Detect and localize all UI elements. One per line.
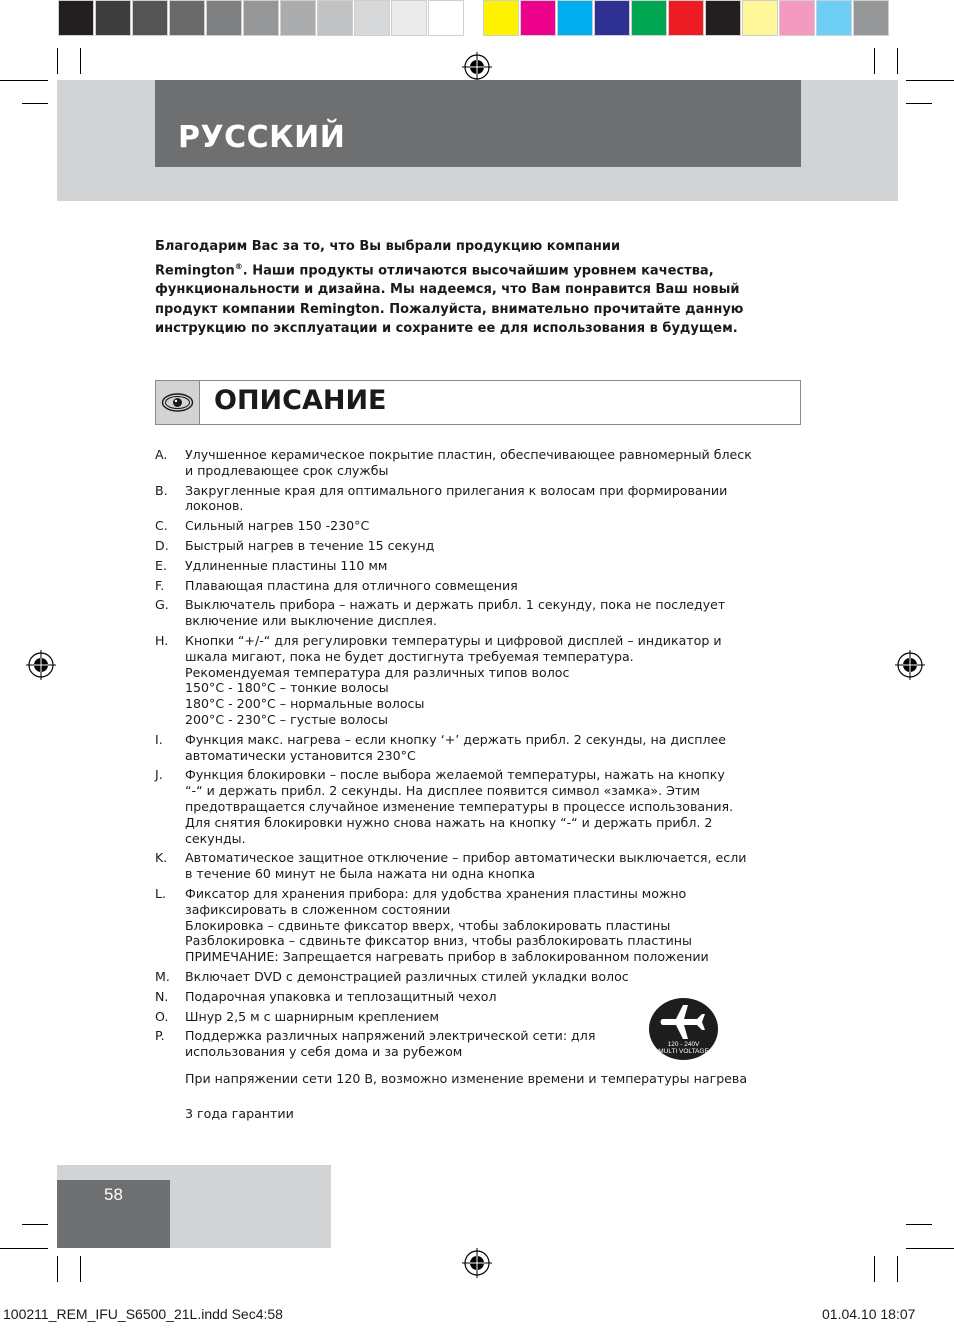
registration-mark-icon	[895, 650, 925, 680]
list-item	[155, 850, 795, 882]
list-item-line: автоматически установится 230°C	[185, 747, 416, 763]
color-swatch	[816, 0, 852, 36]
page-title: РУССКИЙ	[178, 120, 346, 155]
section-header	[155, 380, 801, 425]
multi-voltage-label: MULTI VOLTAGE	[658, 1048, 709, 1055]
list-item-line: Поддержка различных напряжений электрической сети: для	[185, 1028, 596, 1044]
list-item-line: Автоматическое защитное отключение – прибор автоматически выключается, если	[185, 850, 747, 866]
color-swatch	[631, 0, 667, 36]
list-item-line: 150°C - 180°C – тонкие волосы	[185, 680, 389, 696]
multi-voltage-badge	[649, 998, 718, 1060]
description-list	[155, 447, 795, 1064]
registration-mark-icon	[462, 52, 492, 82]
intro-line	[155, 257, 801, 281]
list-item-line: в течение 60 минут не была нажата ни одна кнопка	[185, 866, 536, 882]
crop-mark	[906, 80, 954, 81]
warranty-text: 3 года гарантии	[185, 1106, 294, 1121]
voltage-range: 120 - 240V	[667, 1041, 700, 1048]
list-item	[155, 538, 795, 554]
list-item	[155, 597, 795, 629]
color-swatch	[557, 0, 593, 36]
list-item-letter: D.	[155, 537, 169, 553]
file-slug: 100211_REM_IFU_S6500_21L.indd Sec4:58	[3, 1306, 283, 1322]
list-item-letter: K.	[155, 850, 168, 866]
gray-swatch	[132, 0, 168, 36]
list-item	[155, 518, 795, 534]
list-item-line: ПРИМЕЧАНИЕ: Запрещается нагревать прибор в заблокированном положении	[185, 949, 709, 965]
list-item-line: предотвращается случайное изменение температуры в процессе использования.	[185, 798, 734, 814]
crop-mark	[57, 48, 58, 74]
list-item-letter: I.	[155, 731, 163, 747]
intro-line: функциональности и дизайна. Мы надеемся, что Вам понравится Ваш новый	[155, 282, 740, 298]
list-item-line: Улучшенное керамическое покрытие пластин, обеспечивающее равномерный блеск	[185, 447, 752, 462]
crop-mark	[0, 80, 48, 81]
list-item-line: Шнур 2,5 м с шарнирным креплением	[185, 1008, 439, 1024]
airplane-icon	[649, 998, 718, 1042]
list-item-line: зафиксировать в сложенном состоянии	[185, 901, 451, 917]
list-item-line: Фиксатор для хранения прибора: для удобства хранения пластины можно	[185, 885, 687, 901]
list-item-letter: F.	[155, 577, 165, 593]
list-item-letter: E.	[155, 557, 167, 573]
list-item-line: Плавающая пластина для отличного совмещения	[185, 577, 518, 593]
intro-line: продукт компании Remington. Пожалуйста, внимательно прочитайте данную	[155, 301, 744, 317]
list-item-line: 180°C - 200°C – нормальные волосы	[185, 696, 425, 712]
list-item-line: локонов.	[185, 498, 244, 514]
list-item	[155, 732, 795, 764]
voltage-note: При напряжении сети 120 В, возможно изменение времени и температуры нагрева	[185, 1071, 748, 1086]
list-item-letter: L.	[155, 885, 167, 901]
color-swatch	[594, 0, 630, 36]
gray-swatch	[169, 0, 205, 36]
crop-mark	[906, 103, 932, 104]
list-item-letter: J.	[155, 767, 163, 783]
list-item-line: Сильный нагрев 150 -230°C	[185, 518, 370, 534]
list-item-line: “-“ и держать прибл. 2 секунды. На дисплее появится символ «замка». Этим	[185, 783, 700, 799]
list-item-letter: G.	[155, 597, 169, 613]
intro-paragraph	[155, 237, 801, 339]
gray-swatch	[280, 0, 316, 36]
list-item	[155, 447, 795, 479]
crop-mark	[906, 1248, 954, 1249]
section-title: ОПИСАНИЕ	[214, 385, 387, 416]
gray-swatch	[354, 0, 390, 36]
list-item-letter: B.	[155, 482, 168, 498]
crop-mark	[897, 1256, 898, 1282]
color-swatch	[742, 0, 778, 36]
intro-line: инструкцию по эксплуатации и сохраните ее для использования в будущем.	[155, 321, 738, 337]
list-item-line: шкала мигают, пока не будет достигнута требуемая температура.	[185, 648, 634, 664]
color-swatch	[779, 0, 815, 36]
list-item-letter: N.	[155, 988, 169, 1004]
list-item-line: Удлиненные пластины 110 мм	[185, 557, 388, 573]
crop-mark	[906, 1224, 932, 1225]
list-item-line: Быстрый нагрев в течение 15 секунд	[185, 537, 435, 553]
list-item-line: Блокировка – сдвиньте фиксатор вверх, чтобы заблокировать пластины	[185, 917, 671, 933]
brand-name: Remington	[155, 262, 235, 278]
section-icon-cell	[156, 381, 200, 424]
crop-mark	[22, 103, 48, 104]
list-item-line: Закругленные края для оптимального прилегания к волосам при формировании	[185, 482, 728, 498]
color-swatch	[668, 0, 704, 36]
list-item	[155, 767, 795, 846]
list-item-line: Рекомендуемая температура для различных типов волос	[185, 664, 570, 680]
list-item-line: секунды.	[185, 830, 246, 846]
crop-mark	[57, 1256, 58, 1282]
list-item-letter: O.	[155, 1008, 169, 1024]
crop-mark	[80, 1256, 81, 1282]
intro-line: Благодарим Вас за то, что Вы выбрали продукцию компании	[155, 239, 621, 254]
gray-swatch	[428, 0, 464, 36]
gray-swatch	[206, 0, 242, 36]
color-swatch	[853, 0, 889, 36]
color-swatch	[705, 0, 741, 36]
list-item-line: Для снятия блокировки нужно снова нажать на кнопку “-“ и держать прибл. 2	[185, 814, 713, 830]
registered-mark: ®	[234, 261, 243, 271]
gray-swatch	[317, 0, 353, 36]
color-swatch	[520, 0, 556, 36]
list-item-line: включение или выключение дисплея.	[185, 613, 437, 629]
crop-mark	[80, 48, 81, 74]
gray-swatch-bar	[58, 0, 465, 38]
gray-swatch	[58, 0, 94, 36]
list-item-line: Функция макс. нагрева – если кнопку ‘+’ держать прибл. 2 секунды, на дисплее	[185, 731, 726, 747]
list-item	[155, 578, 795, 594]
list-item-line: Включает DVD с демонстрацией различных стилей укладки волос	[185, 968, 629, 984]
list-item	[155, 886, 795, 965]
list-item-line: Кнопки “+/-“ для регулировки температуры и цифровой дисплей – индикатор и	[185, 632, 722, 648]
list-item	[155, 483, 795, 515]
color-swatch-bar	[483, 0, 890, 38]
registration-mark-icon	[26, 650, 56, 680]
gray-swatch	[95, 0, 131, 36]
list-item	[155, 633, 795, 728]
gray-swatch	[391, 0, 427, 36]
list-item-line: использования у себя дома и за рубежом	[185, 1044, 463, 1060]
list-item-line: Подарочная упаковка и теплозащитный чехол	[185, 988, 497, 1004]
crop-mark	[22, 1224, 48, 1225]
list-item	[155, 558, 795, 574]
eye-icon	[156, 381, 199, 424]
list-item-line: Выключатель прибора – нажать и держать прибл. 1 секунду, пока не последует	[185, 597, 726, 613]
list-item-letter: P.	[155, 1028, 165, 1044]
date-slug: 01.04.10 18:07	[822, 1306, 916, 1322]
list-item-line: Разблокировка – сдвиньте фиксатор вниз, чтобы разблокировать пластины	[185, 933, 692, 949]
list-item-line: и продлевающее срок службы	[185, 462, 389, 478]
list-item-letter: A.	[155, 447, 168, 462]
list-item-letter: H.	[155, 632, 169, 648]
list-item-line: Функция блокировки – после выбора желаемой температуры, нажать на кнопку	[185, 767, 725, 783]
list-item-letter: M.	[155, 968, 170, 984]
intro-line-text: . Наши продукты отличаются высочайшим уровнем качества,	[242, 262, 714, 278]
page-number: 58	[104, 1185, 123, 1204]
crop-mark	[897, 48, 898, 74]
list-item-line: 200°C - 230°C – густые волосы	[185, 711, 388, 727]
list-item-letter: C.	[155, 518, 168, 534]
gray-swatch	[243, 0, 279, 36]
crop-mark	[874, 1256, 875, 1282]
color-swatch	[483, 0, 519, 36]
crop-mark	[0, 1248, 48, 1249]
registration-mark-icon	[462, 1248, 492, 1278]
list-item	[155, 969, 795, 985]
crop-mark	[874, 48, 875, 74]
